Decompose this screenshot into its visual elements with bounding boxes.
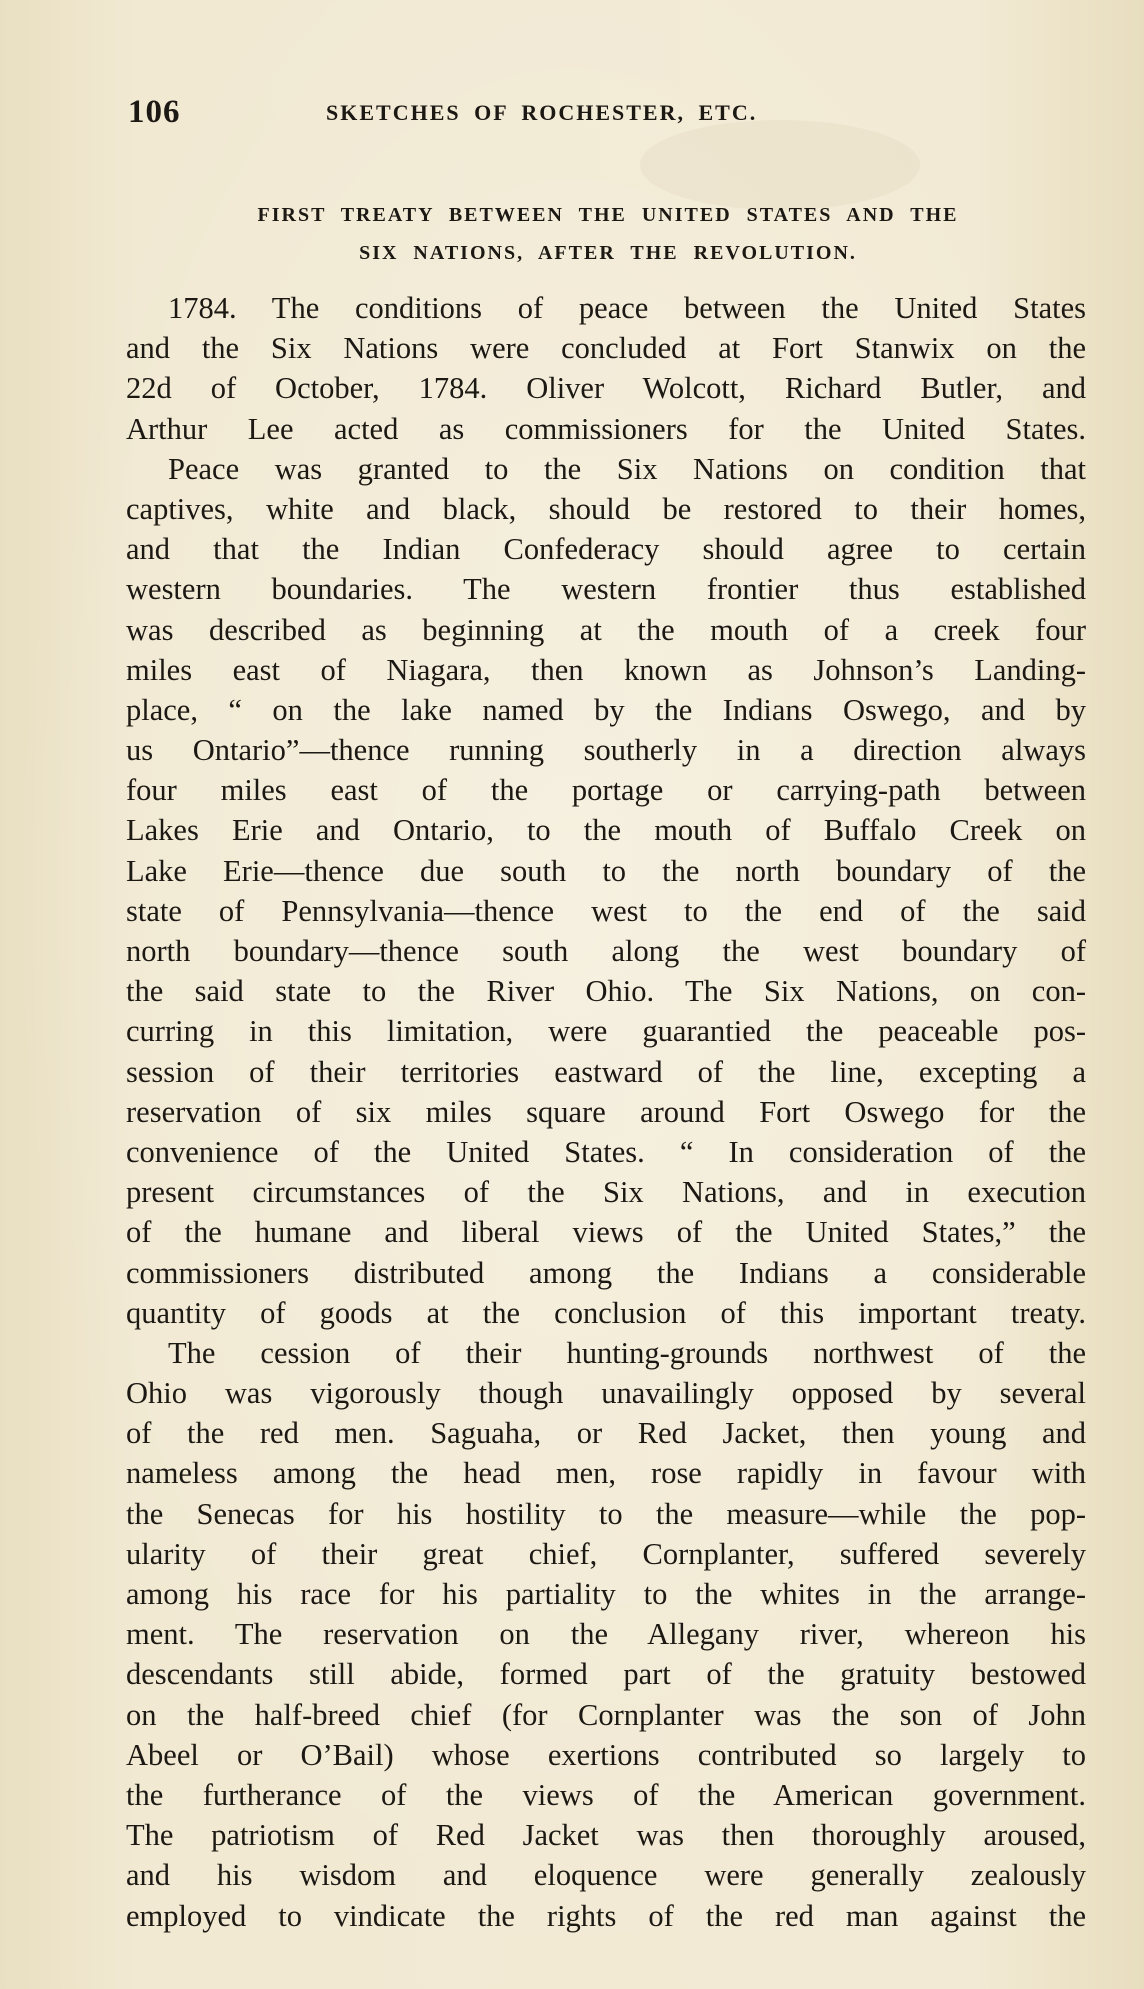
running-head [128,94,888,134]
running-title: SKETCHES OF ROCHESTER, ETC. [326,100,758,125]
text-line: and that the Indian Confederacy should agree to certain [126,532,1086,567]
text-line: and the Six Nations were concluded at Fort Stanwix on the [126,331,1086,366]
text-line: ularity of their great chief, Cornplanter, suffered severely [126,1536,1086,1571]
text-line: Ohio was vigorously though unavailingly opposed by several [126,1376,1086,1411]
text-line: curring in this limitation, were guarantied the peaceable pos- [126,1014,1086,1049]
text-line: Peace was granted to the Six Nations on condition that [168,451,1086,486]
text-line: was described as beginning at the mouth of a creek four [126,612,1086,647]
text-line: four miles east of the portage or carrying-path between [126,773,1086,808]
text-line: us Ontario”—thence running southerly in a direction always [126,733,1086,768]
text-line: commissioners distributed among the Indians a considerable [126,1255,1086,1290]
heading-line: FIRST TREATY BETWEEN THE UNITED STATES AND THE [257,204,959,226]
text-line: Abeel or O’Bail) whose exertions contributed so largely to [126,1737,1086,1772]
text-line: present circumstances of the Six Nations, and in execution [126,1175,1086,1210]
text-line: Arthur Lee acted as commissioners for the United States. [126,411,1086,446]
text-line: on the half-breed chief (for Cornplanter was the son of John [126,1697,1086,1732]
text-line: north boundary—thence south along the west boundary of [126,934,1086,968]
page-number: 106 [128,94,181,130]
text-line: convenience of the United States. “ In consideration of the [126,1134,1086,1169]
text-line: western boundaries. The western frontier thus established [126,572,1086,607]
text-line: Lake Erie—thence due south to the north boundary of the [126,853,1086,888]
text-line: the Senecas for his hostility to the measure—while the pop- [126,1496,1086,1531]
text-line: miles east of Niagara, then known as Johnson’s Landing- [126,652,1086,687]
text-line: nameless among the head men, rose rapidly in favour with [126,1456,1086,1491]
text-line: of the humane and liberal views of the United States,” the [126,1215,1086,1250]
text-line: quantity of goods at the conclusion of this important treaty. [126,1295,1086,1330]
text-line: among his race for his partiality to the whites in the arrange- [126,1577,1086,1611]
text-line: The cession of their hunting-grounds northwest of the [168,1335,1086,1370]
text-line: employed to vindicate the rights of the red man against the [126,1898,1086,1933]
section-heading [128,196,1088,272]
text-line: reservation of six miles square around Fort Oswego for the [126,1094,1086,1129]
text-line: captives, white and black, should be restored to their homes, [126,491,1086,526]
text-line: ment. The reservation on the Allegany river, whereon his [126,1617,1086,1652]
text-line: place, “ on the lake named by the Indians Oswego, and by [126,692,1086,727]
text-line: The patriotism of Red Jacket was then thoroughly aroused, [126,1818,1086,1853]
body-text [126,288,1086,1936]
text-line: 22d of October, 1784. Oliver Wolcott, Richard Butler, and [126,371,1086,406]
text-line: descendants still abide, formed part of the gratuity bestowed [126,1657,1086,1692]
text-line: session of their territories eastward of the line, excepting a [126,1054,1086,1089]
text-line: the said state to the River Ohio. The Six Nations, on con- [126,974,1086,1009]
text-line: of the red men. Saguaha, or Red Jacket, then young and [126,1416,1086,1451]
heading-line: SIX NATIONS, AFTER THE REVOLUTION. [359,242,857,264]
text-line: state of Pennsylvania—thence west to the end of the said [126,893,1086,928]
text-line: and his wisdom and eloquence were generally zealously [126,1858,1086,1893]
text-line: Lakes Erie and Ontario, to the mouth of Buffalo Creek on [126,813,1086,848]
text-line: the furtherance of the views of the American government. [126,1777,1086,1812]
text-line: 1784. The conditions of peace between the United States [168,291,1086,325]
